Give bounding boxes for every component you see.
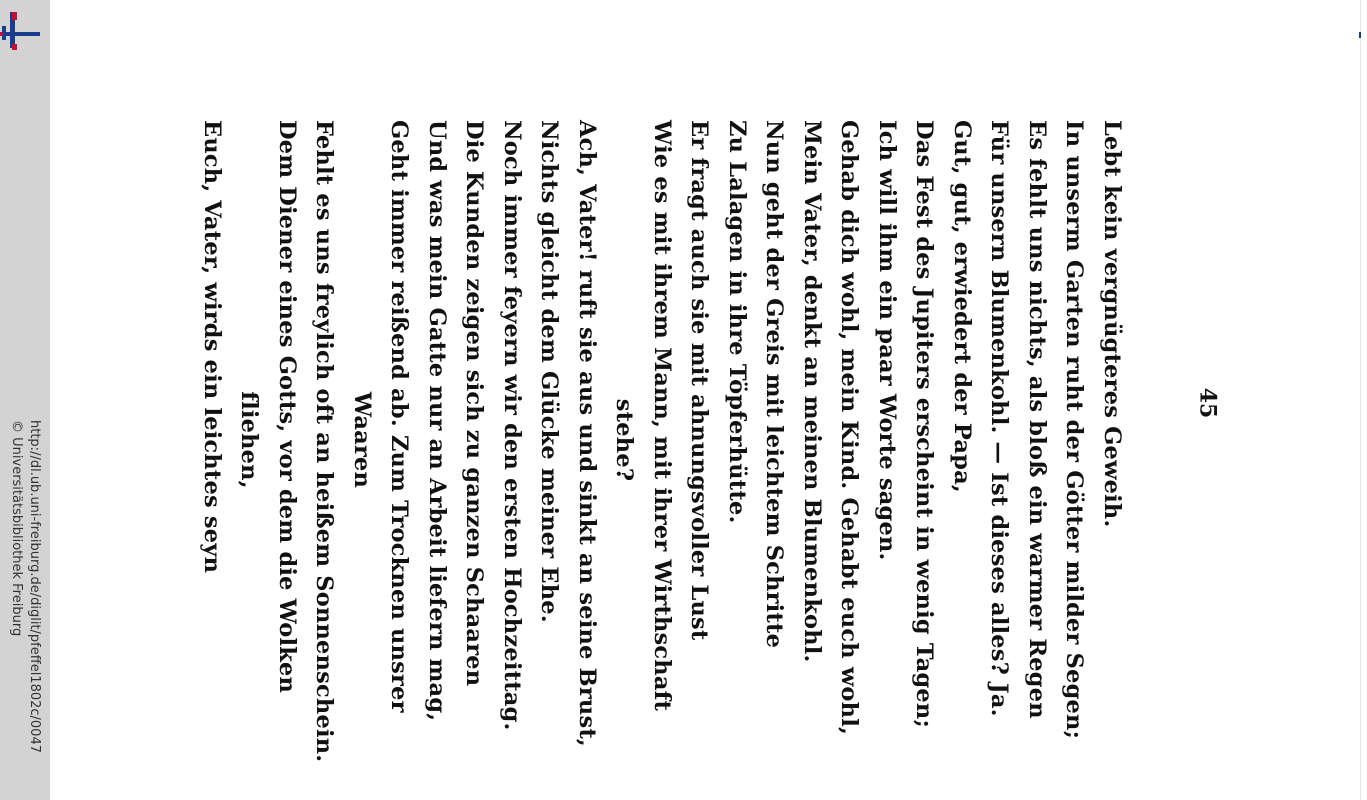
text-line: Fehlt es uns freylich oft an heißem Sonnenschein. xyxy=(311,120,338,763)
text-line: Ach, Vater! ruft sie aus und sinkt an seine Brust, xyxy=(574,120,600,747)
viewer-sidebar xyxy=(0,0,50,800)
text-line: Die Kunden zeigen sich zu ganzen Schaaren xyxy=(461,120,488,687)
text-line: In unserm Garten ruht der Götter milder Segen; xyxy=(1061,120,1088,740)
text-line: Es fehlt uns nichts, als bloß ein warmer Regen xyxy=(1024,120,1050,719)
text-line: Geht immer reißend ab. Zum Trocknen unsrer xyxy=(386,120,413,713)
text-line: Nun geht der Greis mit leichtem Schritte xyxy=(761,120,788,649)
text-line: Euch, Vater, wirds ein leichtes seyn xyxy=(199,120,225,574)
source-url[interactable]: http://dl.ub.uni-freiburg.de/diglit/pfeffel1802c/0047 xyxy=(27,420,42,753)
copyright-notice: © Universitätsbibliothek Freiburg xyxy=(9,420,24,637)
library-logo-icon xyxy=(0,8,42,52)
text-line: Wie es mit ihrem Mann, mit ihrer Wirthschaft xyxy=(649,120,675,712)
text-line: Gehab dich wohl, mein Kind. Gehabt euch wohl, xyxy=(836,120,863,735)
text-line: fliehen, xyxy=(236,391,263,489)
page-number: 45 xyxy=(1194,387,1221,419)
text-line: stehe? xyxy=(611,398,638,482)
text-line: Ich will ihm ein paar Worte sagen. xyxy=(874,120,900,561)
text-line: Waaren xyxy=(349,391,375,489)
text-line: Lebt kein vergnügteres Geweih. xyxy=(1099,120,1125,528)
text-line: Und was mein Gatte nur an Arbeit liefern mag, xyxy=(424,120,450,722)
text-line: Mein Vater, denkt an meinen Blumenkohl. xyxy=(799,120,825,663)
text-line: Dem Diener eines Gotts, vor dem die Wolken xyxy=(274,120,300,694)
text-line: Zu Lalagen in ihre Töpferhütte. xyxy=(724,120,750,524)
text-line: Das Fest des Jupiters erscheint in wenig Tagen; xyxy=(911,120,938,728)
page-edge xyxy=(1360,0,1367,800)
text-line: Für unsern Blumenkohl. — Ist dieses alles? Ja. xyxy=(986,120,1013,717)
text-line: Nichts gleicht dem Glücke meiner Ehe. xyxy=(536,120,563,623)
page-edge-mark xyxy=(1359,32,1361,38)
text-line: Er fragt auch sie mit ahnungsvoller Lust xyxy=(686,120,713,641)
text-line: Gut, gut, erwiedert der Papa, xyxy=(949,120,975,493)
page-text xyxy=(193,120,1131,763)
text-line: Noch immer feyern wir den ersten Hochzeittag. xyxy=(499,120,525,731)
sidebar-citation xyxy=(7,420,43,753)
